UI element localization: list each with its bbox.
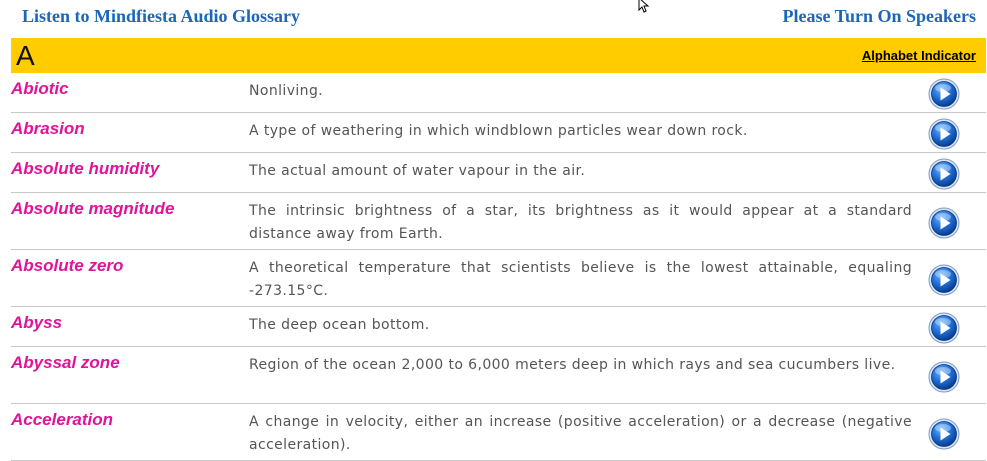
glossary-definition: A type of weathering in which windblown particles wear down rock. bbox=[249, 123, 748, 139]
glossary-row bbox=[11, 404, 986, 461]
glossary-row bbox=[11, 73, 986, 113]
play-button-icon[interactable] bbox=[928, 118, 960, 150]
glossary-definition: The actual amount of water vapour in the air. bbox=[249, 163, 586, 179]
play-button-icon[interactable] bbox=[928, 361, 960, 393]
mouse-cursor-icon bbox=[638, 0, 650, 13]
play-button-icon[interactable] bbox=[928, 207, 960, 239]
glossary-row bbox=[11, 193, 986, 250]
glossary-definition: Nonliving. bbox=[249, 83, 324, 99]
glossary-definition: The intrinsic brightness of a star, its brightness as it would appear at a standard distance away from Earth. bbox=[249, 203, 912, 242]
glossary-definition: A theoretical temperature that scientists believe is the lowest attainable, equaling -273.15°C. bbox=[249, 260, 912, 299]
current-letter: A bbox=[16, 40, 35, 71]
glossary-term: Absolute humidity bbox=[11, 159, 160, 178]
play-button-icon[interactable] bbox=[928, 78, 960, 110]
glossary-row bbox=[11, 113, 986, 153]
glossary-term: Absolute zero bbox=[11, 256, 124, 275]
glossary-definition: A change in velocity, either an increase (positive acceleration) or a decrease (negative acceleration). bbox=[249, 414, 912, 453]
glossary-term: Abyssal zone bbox=[11, 353, 120, 372]
glossary-term: Abrasion bbox=[11, 119, 85, 138]
glossary-row bbox=[11, 153, 986, 193]
alphabet-indicator-link[interactable]: Alphabet Indicator bbox=[861, 48, 976, 63]
glossary-term: Abiotic bbox=[11, 79, 69, 98]
audio-glossary-link[interactable]: Listen to Mindfiesta Audio Glossary bbox=[22, 6, 301, 26]
glossary-row bbox=[11, 307, 986, 347]
play-button-icon[interactable] bbox=[928, 418, 960, 450]
page-header bbox=[0, 0, 987, 38]
glossary-row bbox=[11, 250, 986, 307]
speakers-notice: Please Turn On Speakers bbox=[782, 6, 976, 26]
glossary-term: Acceleration bbox=[11, 410, 114, 429]
play-button-icon[interactable] bbox=[928, 158, 960, 190]
glossary-list bbox=[11, 73, 986, 461]
glossary-row bbox=[11, 347, 986, 404]
play-button-icon[interactable] bbox=[928, 264, 960, 296]
glossary-definition: Region of the ocean 2,000 to 6,000 meters deep in which rays and sea cucumbers live. bbox=[249, 357, 896, 373]
glossary-term: Absolute magnitude bbox=[11, 199, 175, 218]
alphabet-letter-bar bbox=[11, 38, 986, 73]
glossary-term: Abyss bbox=[11, 313, 63, 332]
glossary-definition: The deep ocean bottom. bbox=[249, 317, 430, 333]
play-button-icon[interactable] bbox=[928, 312, 960, 344]
